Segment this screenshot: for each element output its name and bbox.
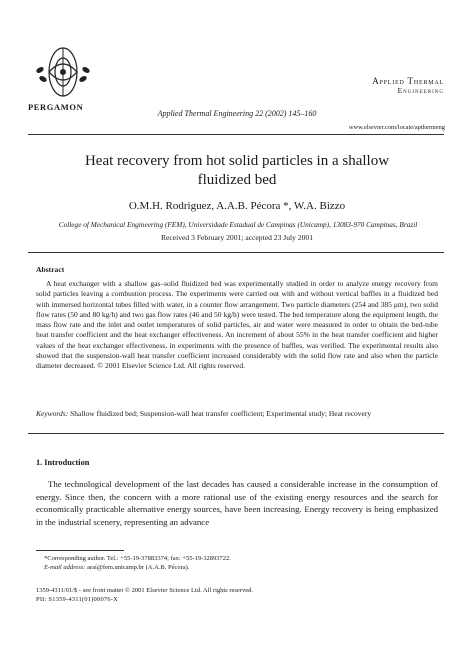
header-divider [28, 134, 444, 135]
section-heading-introduction: 1. Introduction [36, 458, 90, 467]
keywords-list: Shallow fluidized bed; Suspension-wall heat transfer coefficient; Experimental study; Heat recovery [70, 409, 372, 418]
footnote-divider [36, 550, 124, 551]
publisher-logo-icon [34, 46, 92, 98]
journal-url[interactable]: www.elsevier.com/locate/apthermeng [348, 124, 445, 131]
footnote-email [44, 564, 189, 571]
publisher-name: PERGAMON [28, 102, 84, 112]
abstract-body: A heat exchanger with a shallow gas–solid fluidized bed was experimentally studied in order to analyze energy recovery from solid particles leaving a combustion process. The experiments were carried out with and without vertical baffles in a fluidized bed with immersed horizontal tubes filled with water, in a counter flow arrangement. Two particle diameters (254 and 385 μm), two solid flow rates (50 and 80 kg/h) and two gas flow rates (46 and 50 kg/h) were tested. The bed temperature along the equipment length, the mass flow rate and the inlet and outlet temperatures of solid particles, air and water were measured in order to obtain the bed-tube heat transfer coefficient and the heat exchanger effectiveness. An increment of about 55% in the heat transfer coefficient and higher values of the heat exchanger effectiveness, in experiments with the presence of baffles, was verified. The experimental results also showed that the suspension-wall heat transfer coefficient increased considerably with the solid flow rate and also when the particle diameter decreased. © 2001 Elsevier Science Ltd. All rights reserved. [36, 279, 438, 371]
article-title [0, 152, 474, 190]
abstract-bottom-divider [28, 433, 444, 434]
keywords [36, 409, 438, 418]
journal-citation: Applied Thermal Engineering 22 (2002) 145–160 [157, 109, 317, 118]
pii-line: PII: S1359-4311(01)00076-X [36, 596, 119, 603]
journal-name [372, 76, 444, 96]
abstract-heading: Abstract [36, 265, 65, 274]
received-dates: Received 3 February 2001; accepted 23 July 2001 [160, 233, 314, 242]
footnote-corresponding-author: *Corresponding author. Tel.: +55-19-37883374; fax: +55-19-32893722. [44, 555, 231, 562]
article-title-line2: fluidized bed [197, 172, 277, 188]
journal-name-line2: Engineering [397, 86, 444, 95]
article-title-line1: Heat recovery from hot solid particles in a shallow [84, 153, 390, 169]
email-label: E-mail address: [44, 564, 86, 571]
introduction-body: The technological development of the last decades has caused a considerable increase in the consumption of energy. Since then, the concern with a more rational use of the existing energy resources and the search for economically practicable alternative energy sources, have been increasing. Energy recovery is being emphasized in the industrial scenery, representing an advance [36, 479, 438, 527]
article-authors: O.M.H. Rodriguez, A.A.B. Pécora *, W.A. Bizzo [128, 200, 346, 212]
author-affiliation: College of Mechanical Engineering (FEM), Universidade Estadual de Campinas (Unicamp), 13083-970 Campinas, Brazil [58, 220, 418, 229]
copyright-line: 1359-4311/01/$ - see front matter © 2001 Elsevier Science Ltd. All rights reserved. [36, 587, 253, 594]
journal-name-line1: Applied Thermal [372, 76, 444, 86]
keywords-label: Keywords: [36, 409, 69, 418]
abstract-top-divider [28, 252, 444, 253]
email-address[interactable]: araí@fem.unicamp.br (A.A.B. Pécora). [87, 564, 190, 571]
